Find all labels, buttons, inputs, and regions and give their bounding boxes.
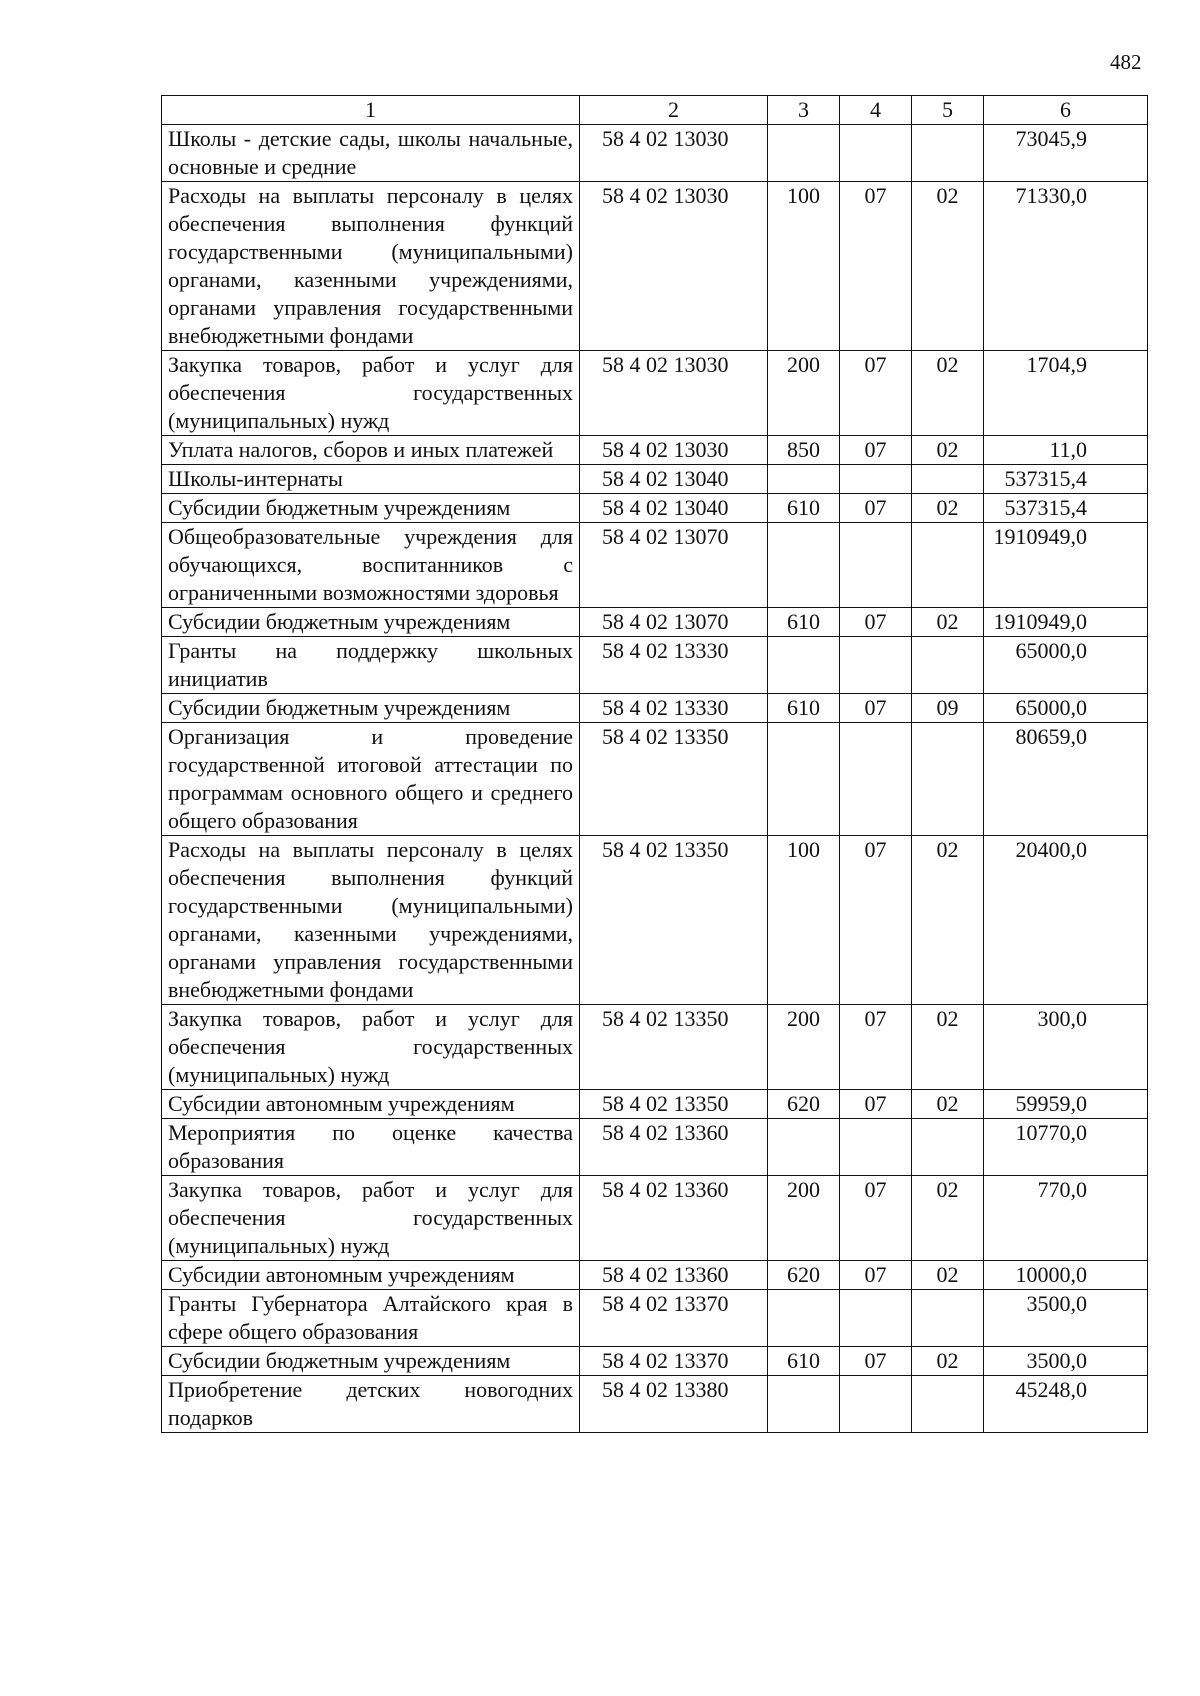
subsection-cell: 02 <box>912 1347 984 1376</box>
amount-cell: 537315,4 <box>984 494 1148 523</box>
table-row <box>162 523 1148 608</box>
item-name-cell: Расходы на выплаты персоналу в целях обеспечения выполнения функций государственными (муниципальными) органами, казенными учреждениями, органами управления государственными внебюджетными фондами <box>162 182 580 351</box>
section-cell: 07 <box>840 608 912 637</box>
amount-cell: 1704,9 <box>984 351 1148 436</box>
expense-type-cell: 100 <box>768 836 840 1005</box>
expense-type-cell: 610 <box>768 608 840 637</box>
item-name-cell: Субсидии автономным учреждениям <box>162 1261 580 1290</box>
target-code-cell: 58 4 02 13070 <box>580 523 768 608</box>
subsection-cell: 09 <box>912 694 984 723</box>
subsection-cell <box>912 1119 984 1176</box>
table-row <box>162 1261 1148 1290</box>
expense-type-cell: 610 <box>768 694 840 723</box>
section-cell: 07 <box>840 836 912 1005</box>
table-row <box>162 351 1148 436</box>
subsection-cell <box>912 723 984 836</box>
section-cell <box>840 1119 912 1176</box>
expense-type-cell: 200 <box>768 1176 840 1261</box>
subsection-cell: 02 <box>912 608 984 637</box>
target-code-cell: 58 4 02 13380 <box>580 1376 768 1433</box>
expense-type-cell <box>768 1119 840 1176</box>
section-cell <box>840 1376 912 1433</box>
section-cell: 07 <box>840 436 912 465</box>
table-row <box>162 1176 1148 1261</box>
table-row <box>162 723 1148 836</box>
subsection-cell: 02 <box>912 1090 984 1119</box>
subsection-cell: 02 <box>912 1176 984 1261</box>
expense-type-cell: 200 <box>768 351 840 436</box>
page-number: 482 <box>1110 50 1142 74</box>
expense-type-cell: 850 <box>768 436 840 465</box>
expense-type-cell: 100 <box>768 182 840 351</box>
target-code-cell: 58 4 02 13370 <box>580 1290 768 1347</box>
section-cell <box>840 523 912 608</box>
item-name-cell: Школы-интернаты <box>162 465 580 494</box>
expense-type-cell <box>768 637 840 694</box>
budget-table <box>161 95 1148 1433</box>
amount-cell: 300,0 <box>984 1005 1148 1090</box>
expense-type-cell <box>768 125 840 182</box>
table-row <box>162 836 1148 1005</box>
target-code-cell: 58 4 02 13070 <box>580 608 768 637</box>
table-row <box>162 436 1148 465</box>
amount-cell: 3500,0 <box>984 1290 1148 1347</box>
table-row <box>162 465 1148 494</box>
header-row <box>162 96 1148 125</box>
item-name-cell: Приобретение детских новогодних подарков <box>162 1376 580 1433</box>
subsection-cell: 02 <box>912 494 984 523</box>
item-name-cell: Закупка товаров, работ и услуг для обеспечения государственных (муниципальных) нужд <box>162 1176 580 1261</box>
item-name-cell: Закупка товаров, работ и услуг для обеспечения государственных (муниципальных) нужд <box>162 1005 580 1090</box>
amount-cell: 10000,0 <box>984 1261 1148 1290</box>
subsection-cell <box>912 1376 984 1433</box>
subsection-cell: 02 <box>912 1261 984 1290</box>
target-code-cell: 58 4 02 13030 <box>580 351 768 436</box>
target-code-cell: 58 4 02 13350 <box>580 723 768 836</box>
section-cell: 07 <box>840 1090 912 1119</box>
item-name-cell: Гранты Губернатора Алтайского края в сфере общего образования <box>162 1290 580 1347</box>
target-code-cell: 58 4 02 13350 <box>580 836 768 1005</box>
section-cell: 07 <box>840 1176 912 1261</box>
amount-cell: 59959,0 <box>984 1090 1148 1119</box>
expense-type-cell <box>768 1376 840 1433</box>
item-name-cell: Субсидии бюджетным учреждениям <box>162 694 580 723</box>
expense-type-cell: 620 <box>768 1090 840 1119</box>
expense-type-cell <box>768 1290 840 1347</box>
amount-cell: 73045,9 <box>984 125 1148 182</box>
target-code-cell: 58 4 02 13330 <box>580 694 768 723</box>
amount-cell: 770,0 <box>984 1176 1148 1261</box>
section-cell <box>840 637 912 694</box>
table-row <box>162 608 1148 637</box>
subsection-cell <box>912 1290 984 1347</box>
column-header: 4 <box>840 96 912 125</box>
amount-cell: 537315,4 <box>984 465 1148 494</box>
column-header: 5 <box>912 96 984 125</box>
column-header: 2 <box>580 96 768 125</box>
amount-cell: 3500,0 <box>984 1347 1148 1376</box>
target-code-cell: 58 4 02 13370 <box>580 1347 768 1376</box>
section-cell: 07 <box>840 1261 912 1290</box>
target-code-cell: 58 4 02 13040 <box>580 465 768 494</box>
target-code-cell: 58 4 02 13360 <box>580 1176 768 1261</box>
target-code-cell: 58 4 02 13030 <box>580 125 768 182</box>
target-code-cell: 58 4 02 13330 <box>580 637 768 694</box>
target-code-cell: 58 4 02 13030 <box>580 182 768 351</box>
table-row <box>162 494 1148 523</box>
amount-cell: 80659,0 <box>984 723 1148 836</box>
target-code-cell: 58 4 02 13030 <box>580 436 768 465</box>
amount-cell: 45248,0 <box>984 1376 1148 1433</box>
expense-type-cell: 610 <box>768 494 840 523</box>
amount-cell: 10770,0 <box>984 1119 1148 1176</box>
expense-type-cell <box>768 523 840 608</box>
item-name-cell: Субсидии автономным учреждениям <box>162 1090 580 1119</box>
item-name-cell: Организация и проведение государственной итоговой аттестации по программам основного общего и среднего общего образования <box>162 723 580 836</box>
table-row <box>162 694 1148 723</box>
section-cell: 07 <box>840 351 912 436</box>
expense-type-cell <box>768 723 840 836</box>
expense-type-cell: 610 <box>768 1347 840 1376</box>
target-code-cell: 58 4 02 13040 <box>580 494 768 523</box>
item-name-cell: Субсидии бюджетным учреждениям <box>162 608 580 637</box>
subsection-cell <box>912 465 984 494</box>
amount-cell: 65000,0 <box>984 637 1148 694</box>
table-row <box>162 1290 1148 1347</box>
table-row <box>162 1119 1148 1176</box>
section-cell: 07 <box>840 494 912 523</box>
subsection-cell: 02 <box>912 836 984 1005</box>
table-row <box>162 182 1148 351</box>
item-name-cell: Закупка товаров, работ и услуг для обеспечения государственных (муниципальных) нужд <box>162 351 580 436</box>
section-cell: 07 <box>840 1347 912 1376</box>
table-row <box>162 1347 1148 1376</box>
subsection-cell: 02 <box>912 182 984 351</box>
amount-cell: 11,0 <box>984 436 1148 465</box>
expense-type-cell <box>768 465 840 494</box>
target-code-cell: 58 4 02 13350 <box>580 1090 768 1119</box>
section-cell <box>840 465 912 494</box>
section-cell <box>840 723 912 836</box>
subsection-cell <box>912 637 984 694</box>
table-row <box>162 1090 1148 1119</box>
amount-cell: 1910949,0 <box>984 523 1148 608</box>
item-name-cell: Расходы на выплаты персоналу в целях обеспечения выполнения функций государственными (муниципальными) органами, казенными учреждениями, органами управления государственными внебюджетными фондами <box>162 836 580 1005</box>
item-name-cell: Мероприятия по оценке качества образования <box>162 1119 580 1176</box>
section-cell: 07 <box>840 1005 912 1090</box>
item-name-cell: Общеобразовательные учреждения для обучающихся, воспитанников с ограниченными возможностями здоровья <box>162 523 580 608</box>
table-row <box>162 637 1148 694</box>
subsection-cell: 02 <box>912 351 984 436</box>
item-name-cell: Школы - детские сады, школы начальные, основные и средние <box>162 125 580 182</box>
table-row <box>162 1005 1148 1090</box>
amount-cell: 71330,0 <box>984 182 1148 351</box>
target-code-cell: 58 4 02 13350 <box>580 1005 768 1090</box>
target-code-cell: 58 4 02 13360 <box>580 1261 768 1290</box>
item-name-cell: Уплата налогов, сборов и иных платежей <box>162 436 580 465</box>
section-cell: 07 <box>840 694 912 723</box>
section-cell: 07 <box>840 182 912 351</box>
subsection-cell <box>912 125 984 182</box>
subsection-cell: 02 <box>912 436 984 465</box>
column-header: 3 <box>768 96 840 125</box>
table-body <box>162 125 1148 1433</box>
column-header: 6 <box>984 96 1148 125</box>
table-row <box>162 1376 1148 1433</box>
target-code-cell: 58 4 02 13360 <box>580 1119 768 1176</box>
column-header: 1 <box>162 96 580 125</box>
amount-cell: 20400,0 <box>984 836 1148 1005</box>
subsection-cell <box>912 523 984 608</box>
item-name-cell: Гранты на поддержку школьных инициатив <box>162 637 580 694</box>
amount-cell: 65000,0 <box>984 694 1148 723</box>
subsection-cell: 02 <box>912 1005 984 1090</box>
section-cell <box>840 1290 912 1347</box>
item-name-cell: Субсидии бюджетным учреждениям <box>162 1347 580 1376</box>
table-row <box>162 125 1148 182</box>
amount-cell: 1910949,0 <box>984 608 1148 637</box>
section-cell <box>840 125 912 182</box>
expense-type-cell: 620 <box>768 1261 840 1290</box>
item-name-cell: Субсидии бюджетным учреждениям <box>162 494 580 523</box>
expense-type-cell: 200 <box>768 1005 840 1090</box>
